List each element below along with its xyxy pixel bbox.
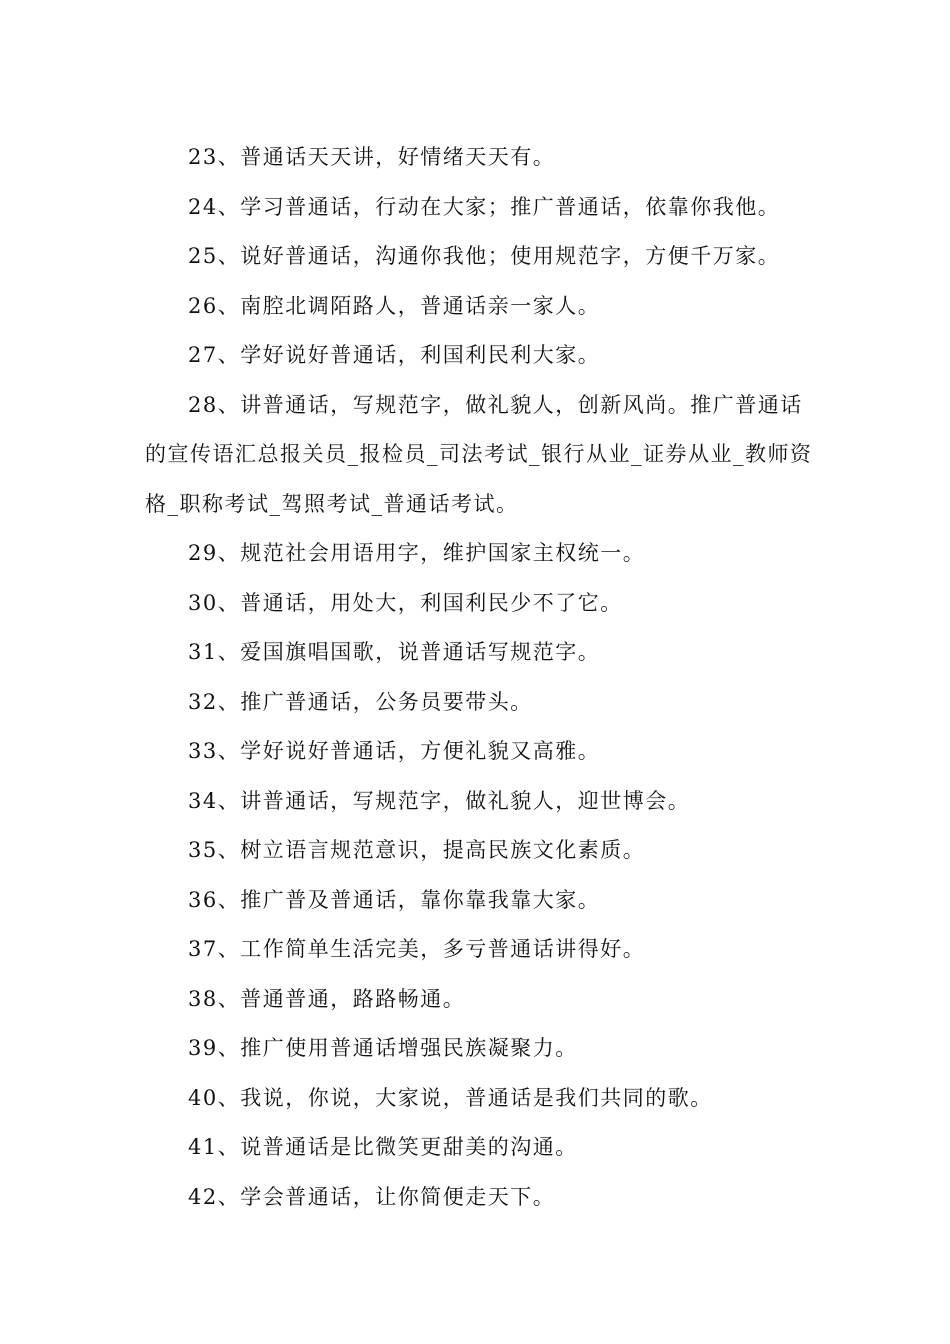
list-item: 25、说好普通话，沟通你我他；使用规范字，方便千万家。 — [188, 244, 781, 268]
list-item: 26、南腔北调陌路人，普通话亲一家人。 — [188, 293, 601, 318]
list-item: 28、讲普通话，写规范字，做礼貌人，创新风尚。推广普通话的宣传语汇总报关员_报检员_司法考试_银行从业_证券从业_教师资格_职称考试_驾照考试_普通话考试。 — [145, 392, 813, 516]
list-item: 30、普通话，用处大，利国利民少不了它。 — [188, 590, 623, 615]
document-body — [145, 133, 813, 1222]
list-item: 32、推广普通话，公务员要带头。 — [188, 689, 533, 714]
list-item: 42、学会普通话，让你简便走天下。 — [188, 1184, 556, 1209]
list-item: 38、普通普通，路路畅通。 — [188, 986, 466, 1011]
list-item: 40、我说，你说，大家说，普通话是我们共同的歌。 — [188, 1085, 713, 1110]
list-item: 31、爱国旗唱国歌，说普通话写规范字。 — [188, 640, 601, 664]
list-item: 33、学好说好普通话，方便礼貌又高雅。 — [188, 739, 601, 763]
list-item: 37、工作简单生活完美，多亏普通话讲得好。 — [188, 937, 646, 961]
list-item: 39、推广使用普通话增强民族凝聚力。 — [188, 1036, 578, 1060]
list-item: 23、普通话天天讲，好情绪天天有。 — [188, 145, 556, 169]
list-item: 27、学好说好普通话，利国利民利大家。 — [188, 343, 601, 367]
list-item: 24、学习普通话，行动在大家；推广普通话，依靠你我他。 — [188, 194, 781, 219]
list-item: 41、说普通话是比微笑更甜美的沟通。 — [188, 1135, 578, 1159]
list-item: 29、规范社会用语用字，维护国家主权统一。 — [188, 541, 646, 565]
list-item: 36、推广普及普通话，靠你靠我靠大家。 — [188, 887, 601, 912]
list-item: 34、讲普通话，写规范字，做礼貌人，迎世博会。 — [188, 788, 691, 813]
list-item: 35、树立语言规范意识，提高民族文化素质。 — [188, 838, 646, 862]
